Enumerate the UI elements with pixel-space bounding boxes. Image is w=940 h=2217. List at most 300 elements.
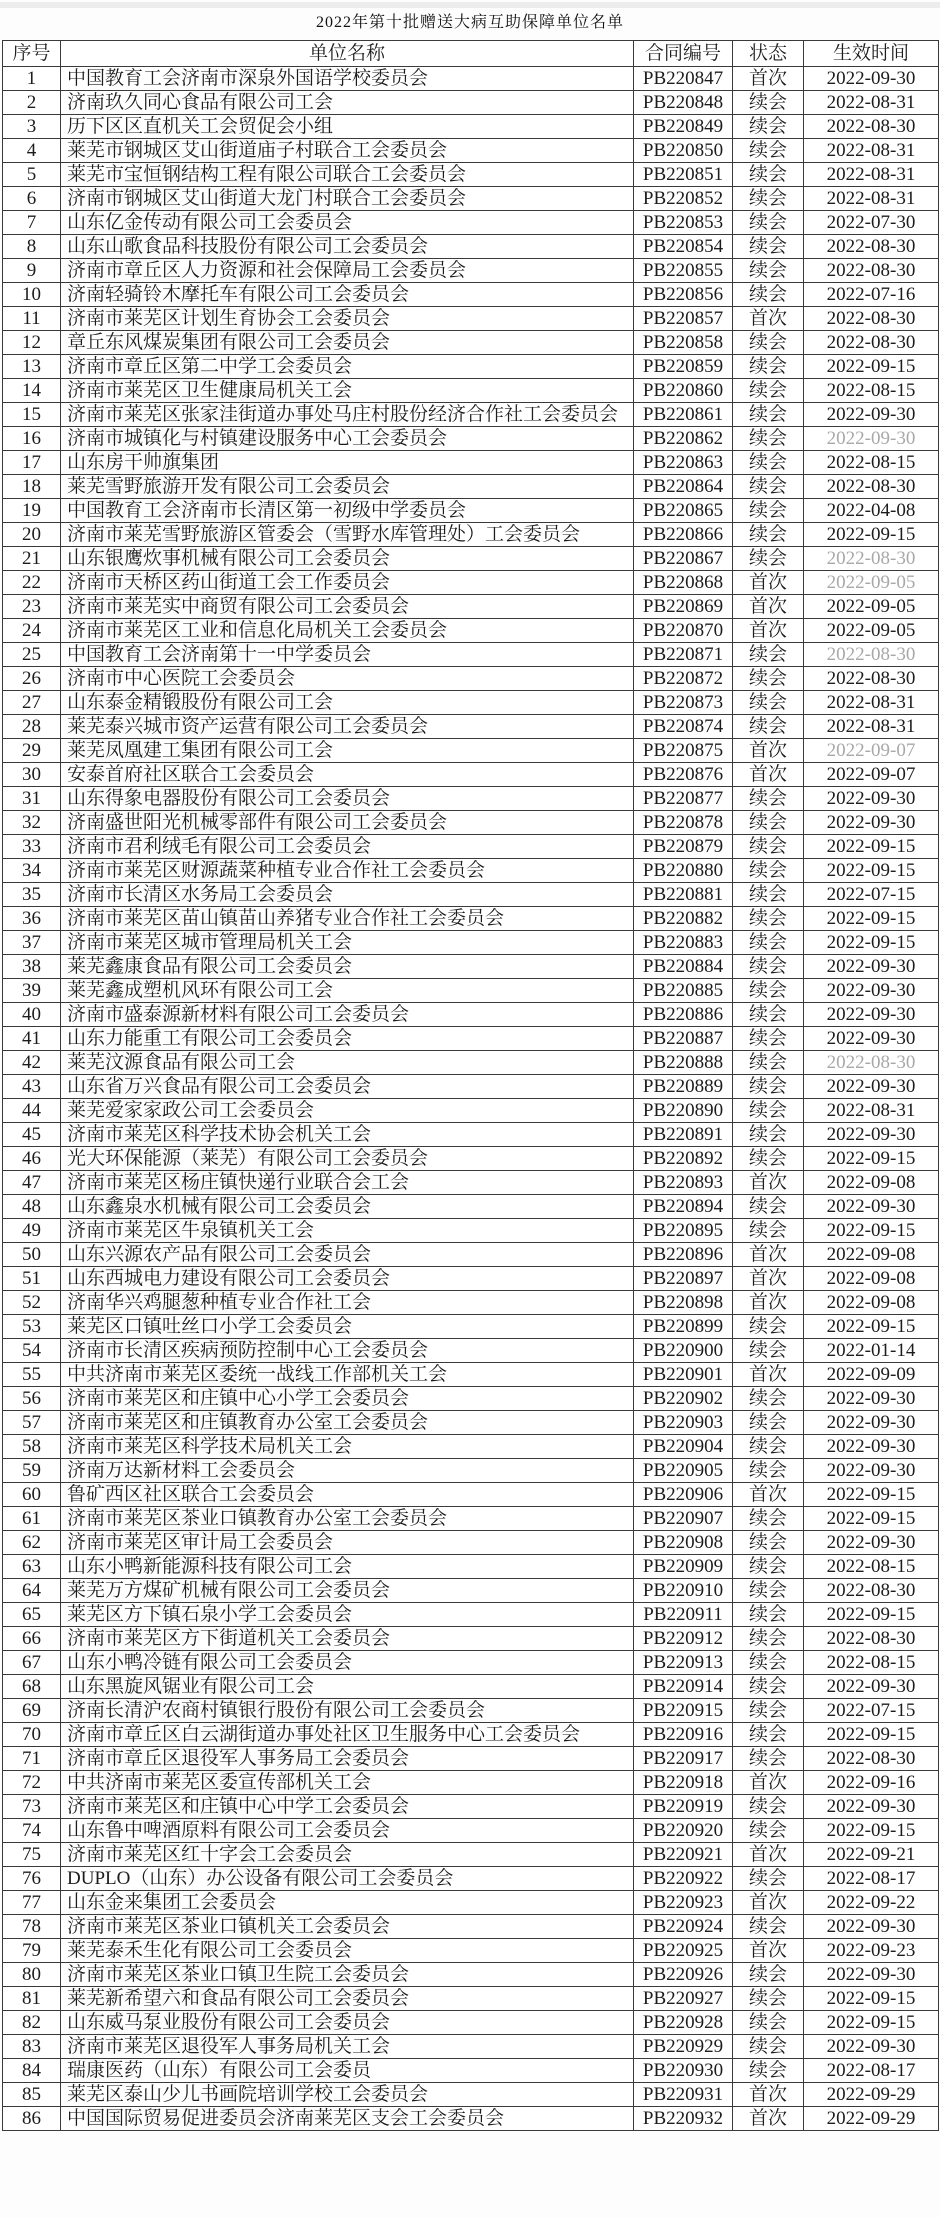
effective-date-cell: 2022-08-30	[804, 547, 939, 571]
row-number-cell: 46	[3, 1147, 61, 1171]
row-number-cell: 17	[3, 451, 61, 475]
effective-date-cell: 2022-08-15	[804, 1555, 939, 1579]
table-row	[3, 1483, 939, 1507]
contract-no-cell: PB220854	[634, 235, 733, 259]
row-number-cell: 49	[3, 1219, 61, 1243]
table-row	[3, 355, 939, 379]
status-cell: 续会	[733, 451, 804, 475]
status-cell: 续会	[733, 523, 804, 547]
unit-name-cell: 济南市莱芜区茶业口镇卫生院工会委员会	[61, 1963, 634, 1987]
contract-no-cell: PB220900	[634, 1339, 733, 1363]
unit-name-cell: 莱芜泰兴城市资产运营有限公司工会委员会	[61, 715, 634, 739]
row-number-cell: 24	[3, 619, 61, 643]
unit-name-cell: 济南市莱芜雪野旅游区管委会（雪野水库管理处）工会委员会	[61, 523, 634, 547]
effective-date-cell: 2022-08-30	[804, 307, 939, 331]
row-number-cell: 84	[3, 2059, 61, 2083]
row-number-cell: 68	[3, 1675, 61, 1699]
table-row	[3, 883, 939, 907]
effective-date-cell: 2022-09-08	[804, 1243, 939, 1267]
unit-name-cell: 济南长清沪农商村镇银行股份有限公司工会委员会	[61, 1699, 634, 1723]
table-row	[3, 427, 939, 451]
table-row	[3, 931, 939, 955]
table-row	[3, 163, 939, 187]
status-cell: 续会	[733, 1459, 804, 1483]
status-cell: 续会	[733, 1699, 804, 1723]
contract-no-cell: PB220908	[634, 1531, 733, 1555]
unit-name-cell: 鲁矿西区社区联合工会委员会	[61, 1483, 634, 1507]
contract-no-cell: PB220847	[634, 67, 733, 91]
status-cell: 续会	[733, 691, 804, 715]
row-number-cell: 83	[3, 2035, 61, 2059]
table-row	[3, 571, 939, 595]
effective-date-cell: 2022-09-30	[804, 1195, 939, 1219]
contract-no-cell: PB220926	[634, 1963, 733, 1987]
row-number-cell: 85	[3, 2083, 61, 2107]
status-cell: 续会	[733, 955, 804, 979]
contract-no-cell: PB220870	[634, 619, 733, 643]
contract-no-cell: PB220913	[634, 1651, 733, 1675]
row-number-cell: 15	[3, 403, 61, 427]
unit-name-cell: 山东西城电力建设有限公司工会委员会	[61, 1267, 634, 1291]
unit-name-cell: 济南市莱芜区牛泉镇机关工会	[61, 1219, 634, 1243]
effective-date-cell: 2022-09-30	[804, 1531, 939, 1555]
row-number-cell: 21	[3, 547, 61, 571]
effective-date-cell: 2022-09-15	[804, 355, 939, 379]
table-row	[3, 1963, 939, 1987]
table-row	[3, 1867, 939, 1891]
row-number-cell: 16	[3, 427, 61, 451]
status-cell: 续会	[733, 715, 804, 739]
row-number-cell: 61	[3, 1507, 61, 1531]
unit-name-cell: 济南市莱芜区财源蔬菜种植专业合作社工会委员会	[61, 859, 634, 883]
unit-name-cell: 济南市莱芜区茶业口镇教育办公室工会委员会	[61, 1507, 634, 1531]
effective-date-cell: 2022-08-30	[804, 1051, 939, 1075]
status-cell: 续会	[733, 1411, 804, 1435]
contract-no-cell: PB220879	[634, 835, 733, 859]
unit-name-cell: 济南市莱芜区和庄镇教育办公室工会委员会	[61, 1411, 634, 1435]
status-cell: 首次	[733, 763, 804, 787]
table-row	[3, 1459, 939, 1483]
status-cell: 续会	[733, 1651, 804, 1675]
table-row	[3, 1651, 939, 1675]
table-row	[3, 1195, 939, 1219]
table-row	[3, 547, 939, 571]
row-number-cell: 73	[3, 1795, 61, 1819]
unit-name-cell: 济南轻骑铃木摩托车有限公司工会委员会	[61, 283, 634, 307]
unit-name-cell: 山东鲁中啤酒原料有限公司工会委员会	[61, 1819, 634, 1843]
table-row	[3, 1315, 939, 1339]
contract-no-cell: PB220894	[634, 1195, 733, 1219]
status-cell: 续会	[733, 1795, 804, 1819]
unit-name-cell: 山东亿金传动有限公司工会委员会	[61, 211, 634, 235]
table-row	[3, 1267, 939, 1291]
unit-name-cell: 济南市章丘区退役军人事务局工会委员会	[61, 1747, 634, 1771]
contract-no-cell: PB220873	[634, 691, 733, 715]
unit-name-cell: 济南市章丘区人力资源和社会保障局工会委员会	[61, 259, 634, 283]
row-number-cell: 30	[3, 763, 61, 787]
status-cell: 续会	[733, 1747, 804, 1771]
contract-no-cell: PB220876	[634, 763, 733, 787]
contract-no-cell: PB220906	[634, 1483, 733, 1507]
table-row	[3, 1243, 939, 1267]
table-row	[3, 907, 939, 931]
unit-name-cell: 莱芜市宝恒钢结构工程有限公司联合工会委员会	[61, 163, 634, 187]
effective-date-cell: 2022-09-08	[804, 1171, 939, 1195]
unit-name-cell: 莱芜区方下镇石泉小学工会委员会	[61, 1603, 634, 1627]
row-number-cell: 19	[3, 499, 61, 523]
row-number-cell: 58	[3, 1435, 61, 1459]
row-number-cell: 2	[3, 91, 61, 115]
unit-name-cell: 济南市城镇化与村镇建设服务中心工会委员会	[61, 427, 634, 451]
table-row	[3, 1747, 939, 1771]
status-cell: 首次	[733, 1483, 804, 1507]
row-number-cell: 47	[3, 1171, 61, 1195]
unit-name-cell: 山东省万兴食品有限公司工会委员会	[61, 1075, 634, 1099]
row-number-cell: 59	[3, 1459, 61, 1483]
status-cell: 续会	[733, 931, 804, 955]
effective-date-cell: 2022-08-30	[804, 475, 939, 499]
status-cell: 续会	[733, 1723, 804, 1747]
effective-date-cell: 2022-08-31	[804, 715, 939, 739]
effective-date-cell: 2022-08-30	[804, 667, 939, 691]
table-row	[3, 2011, 939, 2035]
effective-date-cell: 2022-09-30	[804, 1459, 939, 1483]
row-number-cell: 57	[3, 1411, 61, 1435]
table-row	[3, 1819, 939, 1843]
row-number-cell: 6	[3, 187, 61, 211]
row-number-cell: 27	[3, 691, 61, 715]
table-row	[3, 1843, 939, 1867]
effective-date-cell: 2022-08-30	[804, 1627, 939, 1651]
unit-name-cell: 莱芜区泰山少儿书画院培训学校工会委员会	[61, 2083, 634, 2107]
contract-no-cell: PB220931	[634, 2083, 733, 2107]
effective-date-cell: 2022-08-15	[804, 451, 939, 475]
row-number-cell: 69	[3, 1699, 61, 1723]
table-row	[3, 691, 939, 715]
status-cell: 续会	[733, 379, 804, 403]
effective-date-cell: 2022-07-16	[804, 283, 939, 307]
row-number-cell: 9	[3, 259, 61, 283]
effective-date-cell: 2022-09-23	[804, 1939, 939, 1963]
table-row	[3, 331, 939, 355]
row-number-cell: 81	[3, 1987, 61, 2011]
unit-name-cell: DUPLO（山东）办公设备有限公司工会委员会	[61, 1867, 634, 1891]
unit-name-cell: 中国教育工会济南市长清区第一初级中学委员会	[61, 499, 634, 523]
row-number-cell: 36	[3, 907, 61, 931]
contract-no-cell: PB220888	[634, 1051, 733, 1075]
unit-name-cell: 济南市莱芜区审计局工会委员会	[61, 1531, 634, 1555]
row-number-cell: 11	[3, 307, 61, 331]
table-row	[3, 1795, 939, 1819]
table-row	[3, 979, 939, 1003]
unit-name-cell: 莱芜区口镇吐丝口小学工会委员会	[61, 1315, 634, 1339]
status-cell: 续会	[733, 1315, 804, 1339]
unit-name-cell: 山东威马泵业股份有限公司工会委员会	[61, 2011, 634, 2035]
effective-date-cell: 2022-09-15	[804, 931, 939, 955]
status-cell: 续会	[733, 1579, 804, 1603]
row-number-cell: 78	[3, 1915, 61, 1939]
table-row	[3, 1099, 939, 1123]
row-number-cell: 55	[3, 1363, 61, 1387]
table-row	[3, 1075, 939, 1099]
unit-name-cell: 济南市长清区疾病预防控制中心工会委员会	[61, 1339, 634, 1363]
unit-name-cell: 济南玖久同心食品有限公司工会	[61, 91, 634, 115]
row-number-cell: 10	[3, 283, 61, 307]
table-row	[3, 1771, 939, 1795]
table-row	[3, 1699, 939, 1723]
contract-no-cell: PB220918	[634, 1771, 733, 1795]
table-row	[3, 211, 939, 235]
row-number-cell: 8	[3, 235, 61, 259]
table-row	[3, 307, 939, 331]
unit-name-cell: 山东黑旋风锯业有限公司工会	[61, 1675, 634, 1699]
effective-date-cell: 2022-09-15	[804, 1603, 939, 1627]
unit-name-cell: 山东银鹰炊事机械有限公司工会委员会	[61, 547, 634, 571]
effective-date-cell: 2022-09-15	[804, 859, 939, 883]
unit-name-cell: 中国教育工会济南市深泉外国语学校委员会	[61, 67, 634, 91]
table-row	[3, 667, 939, 691]
contract-no-cell: PB220930	[634, 2059, 733, 2083]
contract-no-cell: PB220885	[634, 979, 733, 1003]
row-number-cell: 76	[3, 1867, 61, 1891]
status-cell: 续会	[733, 1075, 804, 1099]
table-row	[3, 139, 939, 163]
row-number-cell: 67	[3, 1651, 61, 1675]
unit-name-cell: 中国教育工会济南第十一中学委员会	[61, 643, 634, 667]
row-number-cell: 5	[3, 163, 61, 187]
unit-name-cell: 济南市莱芜区杨庄镇快递行业联合会工会	[61, 1171, 634, 1195]
contract-no-cell: PB220887	[634, 1027, 733, 1051]
effective-date-cell: 2022-09-30	[804, 979, 939, 1003]
unit-name-cell: 莱芜雪野旅游开发有限公司工会委员会	[61, 475, 634, 499]
status-cell: 续会	[733, 187, 804, 211]
contract-no-cell: PB220853	[634, 211, 733, 235]
unit-name-cell: 瑞康医药（山东）有限公司工会委员	[61, 2059, 634, 2083]
table-row	[3, 1627, 939, 1651]
contract-no-cell: PB220852	[634, 187, 733, 211]
status-cell: 续会	[733, 331, 804, 355]
contract-no-cell: PB220893	[634, 1171, 733, 1195]
status-cell: 续会	[733, 1219, 804, 1243]
unit-name-cell: 济南市钢城区艾山街道大龙门村联合工会委员会	[61, 187, 634, 211]
row-number-cell: 40	[3, 1003, 61, 1027]
status-cell: 首次	[733, 571, 804, 595]
status-cell: 续会	[733, 2059, 804, 2083]
unit-name-cell: 莱芜泰禾生化有限公司工会委员会	[61, 1939, 634, 1963]
contract-no-cell: PB220917	[634, 1747, 733, 1771]
table-row	[3, 1915, 939, 1939]
status-cell: 续会	[733, 883, 804, 907]
row-number-cell: 34	[3, 859, 61, 883]
unit-name-cell: 光大环保能源（莱芜）有限公司工会委员会	[61, 1147, 634, 1171]
unit-name-cell: 中国国际贸易促进委员会济南莱芜区支会工会委员会	[61, 2107, 634, 2131]
status-cell: 首次	[733, 619, 804, 643]
table-row	[3, 787, 939, 811]
row-number-cell: 71	[3, 1747, 61, 1771]
status-cell: 续会	[733, 2011, 804, 2035]
status-cell: 续会	[733, 499, 804, 523]
contract-no-cell: PB220892	[634, 1147, 733, 1171]
unit-name-cell: 济南市天桥区药山街道工会工作委员会	[61, 571, 634, 595]
row-number-cell: 22	[3, 571, 61, 595]
table-row	[3, 283, 939, 307]
table-row	[3, 1435, 939, 1459]
effective-date-cell: 2022-09-30	[804, 1123, 939, 1147]
status-cell: 续会	[733, 211, 804, 235]
row-number-cell: 80	[3, 1963, 61, 1987]
unit-name-cell: 山东山歌食品科技股份有限公司工会委员会	[61, 235, 634, 259]
status-cell: 首次	[733, 1363, 804, 1387]
row-number-cell: 43	[3, 1075, 61, 1099]
status-cell: 续会	[733, 643, 804, 667]
unit-name-cell: 章丘东风煤炭集团有限公司工会委员会	[61, 331, 634, 355]
contract-no-cell: PB220903	[634, 1411, 733, 1435]
unit-name-cell: 济南华兴鸡腿葱种植专业合作社工会	[61, 1291, 634, 1315]
status-cell: 首次	[733, 2083, 804, 2107]
unit-name-cell: 济南市章丘区第二中学工会委员会	[61, 355, 634, 379]
contract-no-cell: PB220863	[634, 451, 733, 475]
table-row	[3, 1507, 939, 1531]
row-number-cell: 23	[3, 595, 61, 619]
table-row	[3, 1003, 939, 1027]
page-title: 2022年第十批赠送大病互助保障单位名单	[315, 14, 624, 31]
table-row	[3, 2059, 939, 2083]
effective-date-cell: 2022-09-30	[804, 1915, 939, 1939]
row-number-cell: 29	[3, 739, 61, 763]
table-row	[3, 1939, 939, 1963]
table-row	[3, 403, 939, 427]
effective-date-cell: 2022-01-14	[804, 1339, 939, 1363]
status-cell: 续会	[733, 1003, 804, 1027]
status-cell: 续会	[733, 427, 804, 451]
row-number-cell: 51	[3, 1267, 61, 1291]
status-cell: 续会	[733, 811, 804, 835]
table-row	[3, 499, 939, 523]
status-cell: 续会	[733, 1555, 804, 1579]
effective-date-cell: 2022-09-30	[804, 1003, 939, 1027]
effective-date-cell: 2022-09-08	[804, 1291, 939, 1315]
contract-no-cell: PB220881	[634, 883, 733, 907]
table-row	[3, 1555, 939, 1579]
status-cell: 续会	[733, 1915, 804, 1939]
effective-date-cell: 2022-08-31	[804, 691, 939, 715]
effective-date-cell: 2022-04-08	[804, 499, 939, 523]
contract-no-cell: PB220874	[634, 715, 733, 739]
contract-no-cell: PB220916	[634, 1723, 733, 1747]
contract-no-cell: PB220895	[634, 1219, 733, 1243]
status-cell: 首次	[733, 67, 804, 91]
contract-no-cell: PB220849	[634, 115, 733, 139]
status-cell: 续会	[733, 91, 804, 115]
row-number-cell: 12	[3, 331, 61, 355]
status-cell: 首次	[733, 1291, 804, 1315]
contract-no-cell: PB220891	[634, 1123, 733, 1147]
row-number-cell: 63	[3, 1555, 61, 1579]
contract-no-cell: PB220882	[634, 907, 733, 931]
contract-no-cell: PB220897	[634, 1267, 733, 1291]
status-cell: 续会	[733, 1195, 804, 1219]
status-cell: 首次	[733, 1843, 804, 1867]
contract-no-cell: PB220899	[634, 1315, 733, 1339]
row-number-cell: 37	[3, 931, 61, 955]
row-number-cell: 4	[3, 139, 61, 163]
contract-no-cell: PB220932	[634, 2107, 733, 2131]
row-number-cell: 33	[3, 835, 61, 859]
status-cell: 首次	[733, 1771, 804, 1795]
status-cell: 续会	[733, 1435, 804, 1459]
status-cell: 首次	[733, 1243, 804, 1267]
status-cell: 续会	[733, 475, 804, 499]
row-number-cell: 74	[3, 1819, 61, 1843]
table-row	[3, 475, 939, 499]
unit-name-cell: 济南市盛泰源新材料有限公司工会委员会	[61, 1003, 634, 1027]
contract-no-cell: PB220923	[634, 1891, 733, 1915]
effective-date-cell: 2022-09-08	[804, 1267, 939, 1291]
unit-name-cell: 莱芜鑫康食品有限公司工会委员会	[61, 955, 634, 979]
unit-name-cell: 济南市莱芜区工业和信息化局机关工会委员会	[61, 619, 634, 643]
table-row	[3, 451, 939, 475]
unit-list-table	[2, 40, 939, 2131]
effective-date-cell: 2022-09-15	[804, 1147, 939, 1171]
effective-date-cell: 2022-08-31	[804, 139, 939, 163]
table-row	[3, 187, 939, 211]
status-cell: 续会	[733, 1675, 804, 1699]
unit-name-cell: 山东小鸭冷链有限公司工会委员会	[61, 1651, 634, 1675]
effective-date-cell: 2022-09-30	[804, 1075, 939, 1099]
table-row	[3, 1531, 939, 1555]
table-row	[3, 91, 939, 115]
status-cell: 首次	[733, 1939, 804, 1963]
contract-no-cell: PB220902	[634, 1387, 733, 1411]
row-number-cell: 79	[3, 1939, 61, 1963]
effective-date-cell: 2022-07-15	[804, 883, 939, 907]
table-row	[3, 1603, 939, 1627]
row-number-cell: 25	[3, 643, 61, 667]
table-row	[3, 1723, 939, 1747]
status-cell: 首次	[733, 1891, 804, 1915]
col-header-status: 状态	[733, 41, 804, 67]
status-cell: 续会	[733, 1819, 804, 1843]
unit-name-cell: 济南市莱芜区卫生健康局机关工会	[61, 379, 634, 403]
status-cell: 续会	[733, 163, 804, 187]
unit-name-cell: 济南市莱芜区计划生育协会工会委员会	[61, 307, 634, 331]
status-cell: 续会	[733, 787, 804, 811]
unit-name-cell: 山东金来集团工会委员会	[61, 1891, 634, 1915]
effective-date-cell: 2022-09-30	[804, 1411, 939, 1435]
status-cell: 续会	[733, 1963, 804, 1987]
contract-no-cell: PB220859	[634, 355, 733, 379]
contract-no-cell: PB220884	[634, 955, 733, 979]
effective-date-cell: 2022-09-30	[804, 1027, 939, 1051]
unit-name-cell: 济南市中心医院工会委员会	[61, 667, 634, 691]
status-cell: 续会	[733, 259, 804, 283]
unit-name-cell: 济南市莱芜区茶业口镇机关工会委员会	[61, 1915, 634, 1939]
effective-date-cell: 2022-09-30	[804, 1387, 939, 1411]
table-row	[3, 715, 939, 739]
unit-name-cell: 莱芜市钢城区艾山街道庙子村联合工会委员会	[61, 139, 634, 163]
status-cell: 续会	[733, 283, 804, 307]
unit-name-cell: 安泰首府社区联合工会委员会	[61, 763, 634, 787]
contract-no-cell: PB220865	[634, 499, 733, 523]
unit-name-cell: 济南市莱芜区方下街道机关工会委员会	[61, 1627, 634, 1651]
table-row	[3, 67, 939, 91]
table-row	[3, 1891, 939, 1915]
table-row	[3, 1579, 939, 1603]
effective-date-cell: 2022-08-30	[804, 259, 939, 283]
contract-no-cell: PB220866	[634, 523, 733, 547]
unit-name-cell: 莱芜万方煤矿机械有限公司工会委员会	[61, 1579, 634, 1603]
table-row	[3, 643, 939, 667]
